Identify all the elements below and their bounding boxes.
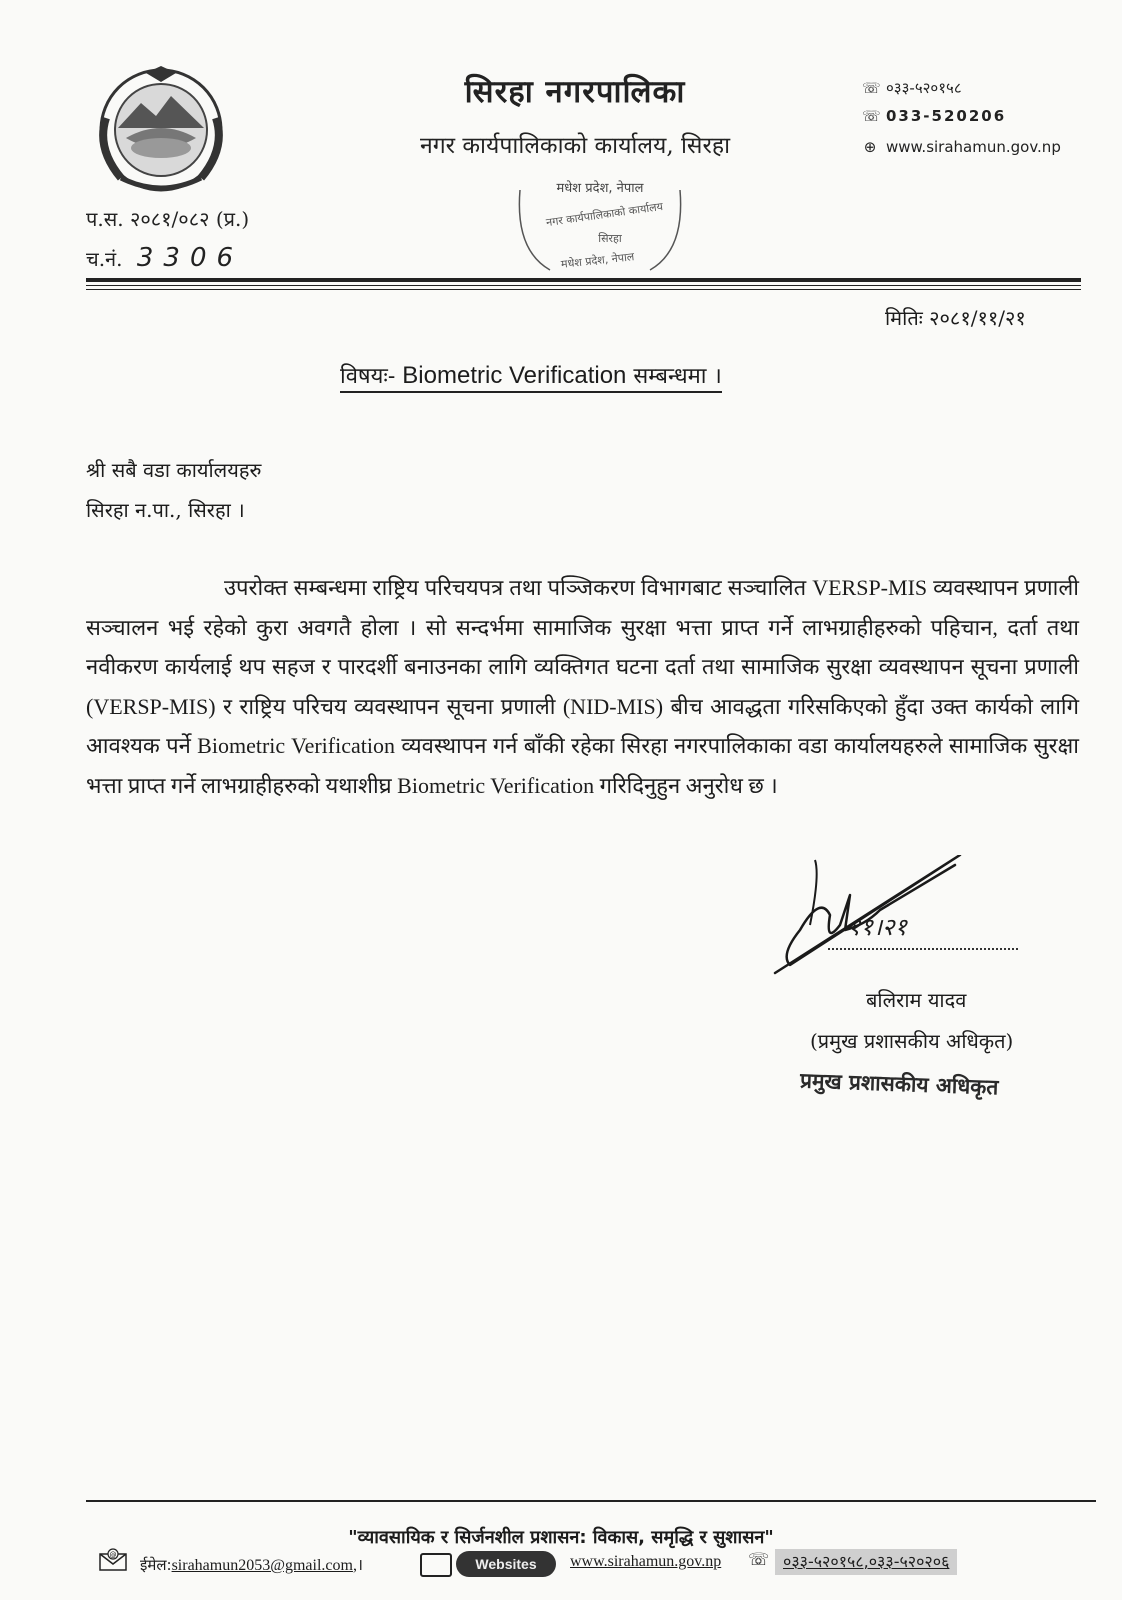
- computer-icon: [420, 1553, 452, 1577]
- signature-date-line: [828, 913, 1018, 950]
- seal-text-2: नगर कार्यपालिकाको कार्यालय: [545, 199, 664, 230]
- websites-badge: [420, 1551, 560, 1579]
- footer-phones: ०३३-५२०१५८,०३३-५२०२०६: [775, 1549, 957, 1575]
- phone-icon: ☏: [862, 79, 881, 97]
- phone-icon: ☏: [862, 107, 883, 125]
- dispatch-number: 3306: [136, 243, 244, 273]
- phone-line-2: [862, 107, 1006, 125]
- seal-text-4: मधेश प्रदेश, नेपाल: [560, 250, 635, 271]
- nepal-government-emblem: [86, 58, 236, 198]
- email-label: ईमेल:: [140, 1556, 172, 1574]
- phone-1: ०३३-५२०१५८: [886, 79, 962, 97]
- footer-rule: [86, 1500, 1096, 1502]
- websites-badge-label: Websites: [456, 1551, 556, 1577]
- footer-website[interactable]: www.sirahamun.gov.np: [570, 1553, 722, 1570]
- website-line: [862, 138, 1061, 156]
- addressee-line-2: सिरहा न.पा., सिरहा ।: [86, 498, 245, 522]
- letter-body: उपरोक्त सम्बन्धमा राष्ट्रिय परिचयपत्र तथा पञ्जिकरण विभागबाट सञ्चालित VERSP-MIS व्यवस्थापन प्रणाली सञ्चालन भई रहेको कुरा अवगतै होला । सो सन्दर्भमा सामाजिक सुरक्षा भत्ता प्राप्त गर्ने लाभग्राहीहरुको पहिचान, दर्ता तथा नवीकरण कार्यलाई थप सहज र पारदर्शी बनाउनका लागि व्यक्तिगत घटना दर्ता तथा सामाजिक सुरक्षा व्यवस्थापन सूचना प्रणाली (VERSP-MIS) र राष्ट्रिय परिचय व्यवस्थापन सूचना प्रणाली (NID-MIS) बीच आवद्धता गरिसकिएको हुँदा उक्त कार्यको लागि आवश्यक पर्ने Biometric Verification व्यवस्थापन गर्न बाँकी रहेका सिरहा नगरपालिकाका वडा कार्यालयहरुले सामाजिक सुरक्षा भत्ता प्राप्त गर्ने लाभग्राहीहरुको यथाशीघ्र Biometric Verification गरिदिनुहुन अनुरोध छ ।: [86, 575, 1079, 798]
- signatory-designation-stamp: प्रमुख प्रशासकीय अधिकृत: [799, 1068, 999, 1100]
- office-seal-stamp: [510, 170, 690, 280]
- office-subtitle: नगर कार्यपालिकाको कार्यालय, सिरहा: [419, 133, 731, 159]
- dispatch-reference: [86, 243, 243, 273]
- fiscal-year-reference: प.स. २०८१/०८२ (प्र.): [86, 207, 250, 231]
- svg-text:@: @: [109, 1551, 117, 1559]
- letter-date: मितिः २०८१/११/२१: [885, 306, 1026, 330]
- footer-motto: "व्यावसायिक र सिर्जनशील प्रशासन: विकास, समृद्धि र सुशासन": [348, 1527, 774, 1548]
- header-rule-thin-2: [86, 289, 1081, 290]
- subject-label: विषयः-: [340, 364, 396, 389]
- seal-text-1: मधेश प्रदेश, नेपाल: [556, 181, 644, 196]
- signatory-title: (प्रमुख प्रशासकीय अधिकृत): [810, 1029, 1014, 1053]
- phone-2: 033-520206: [886, 107, 1007, 125]
- subject-line: [340, 360, 722, 393]
- phone-icon: ☏: [748, 1550, 770, 1569]
- seal-text-3: सिरहा: [598, 232, 622, 245]
- addressee-line-1: श्री सबै वडा कार्यालयहरु: [86, 458, 262, 482]
- header-rule-thin-1: [86, 285, 1081, 286]
- email-icon: [98, 1548, 128, 1577]
- header-rule-thick: [86, 278, 1081, 282]
- signatory-name: बलिराम यादव: [866, 988, 967, 1012]
- footer-email-block: [140, 1553, 363, 1575]
- phone-line-1: [862, 78, 962, 98]
- header-website[interactable]: www.sirahamun.gov.np: [886, 138, 1061, 156]
- subject-text: Biometric Verification: [402, 362, 627, 389]
- globe-icon: ⊕: [863, 138, 877, 156]
- office-name: सिरहा नगरपालिका: [464, 74, 686, 110]
- signature-handwritten-date: ११।२१: [848, 913, 908, 941]
- email-separator: ,।: [352, 1557, 364, 1574]
- subject-suffix: सम्बन्धमा ।: [633, 364, 722, 389]
- dispatch-label: च.नं.: [86, 247, 123, 271]
- footer-email[interactable]: sirahamun2053@gmail.com: [171, 1557, 353, 1574]
